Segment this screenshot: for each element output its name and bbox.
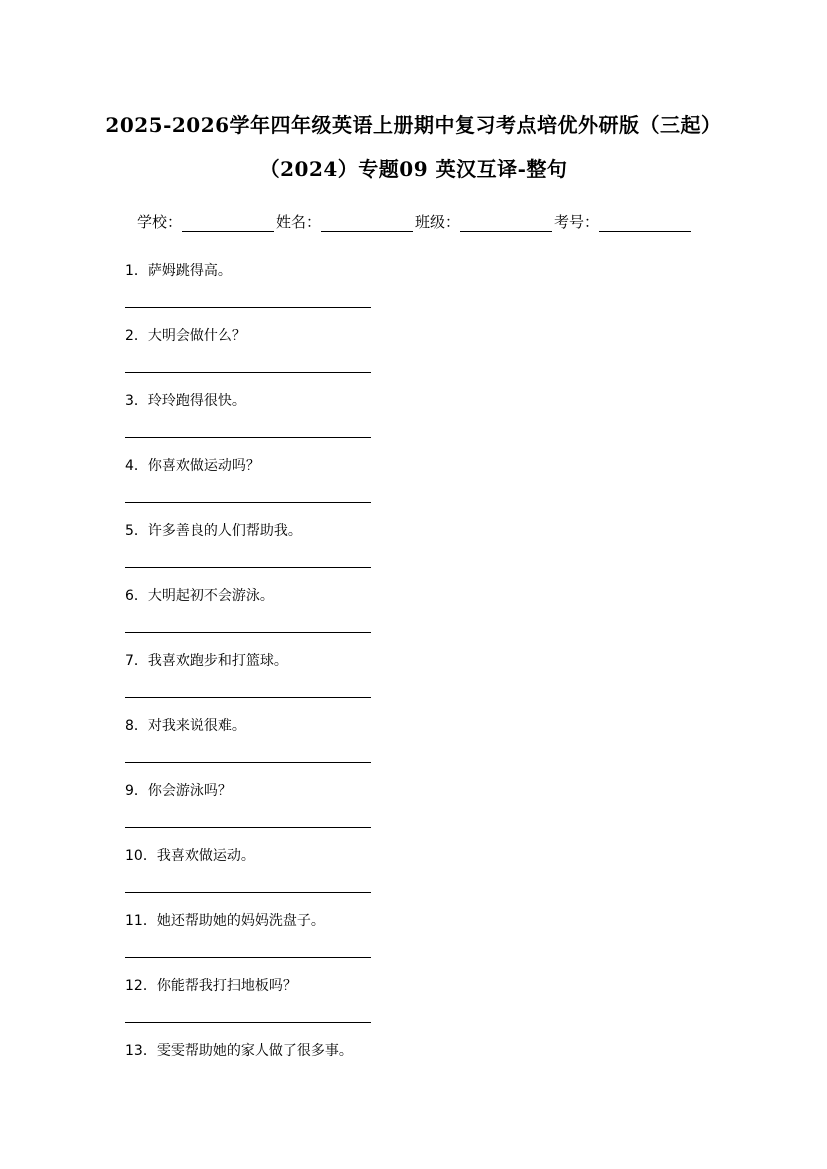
name-label: 姓名：	[276, 213, 322, 231]
exam-number-blank[interactable]	[599, 215, 691, 232]
answer-line-2[interactable]	[125, 372, 371, 373]
question-8: 8．对我来说很难。	[125, 718, 246, 734]
question-6: 6．大明起初不会游泳。	[125, 588, 274, 604]
answer-line-3[interactable]	[125, 437, 371, 438]
answer-line-4[interactable]	[125, 502, 371, 503]
question-3: 3．玲玲跑得很快。	[125, 393, 246, 409]
class-label: 班级：	[415, 213, 461, 231]
answer-line-12[interactable]	[125, 1022, 371, 1023]
name-blank[interactable]	[321, 215, 413, 232]
title-line-1: 2025-2026学年四年级英语上册期中复习考点培优外研版（三起）	[105, 113, 722, 137]
question-5: 5．许多善良的人们帮助我。	[125, 523, 302, 539]
answer-line-10[interactable]	[125, 892, 371, 893]
school-label: 学校：	[137, 213, 183, 231]
question-1: 1．萨姆跳得高。	[125, 263, 232, 279]
answer-line-8[interactable]	[125, 762, 371, 763]
title-line-2: （2024）专题09 英汉互译-整句	[259, 157, 568, 181]
answer-line-11[interactable]	[125, 957, 371, 958]
answer-line-1[interactable]	[125, 307, 371, 308]
school-blank[interactable]	[182, 215, 274, 232]
answer-line-5[interactable]	[125, 567, 371, 568]
answer-line-7[interactable]	[125, 697, 371, 698]
question-11: 11．她还帮助她的妈妈洗盘子。	[125, 913, 325, 929]
student-info-row	[137, 211, 693, 232]
question-7: 7．我喜欢跑步和打篮球。	[125, 653, 288, 669]
question-13: 13．雯雯帮助她的家人做了很多事。	[125, 1043, 353, 1059]
exam-number-label: 考号：	[554, 213, 600, 231]
question-9: 9．你会游泳吗？	[125, 783, 232, 799]
class-blank[interactable]	[460, 215, 552, 232]
question-10: 10．我喜欢做运动。	[125, 848, 255, 864]
question-12: 12．你能帮我打扫地板吗？	[125, 978, 297, 994]
question-2: 2．大明会做什么？	[125, 328, 246, 344]
answer-line-6[interactable]	[125, 632, 371, 633]
question-4: 4．你喜欢做运动吗？	[125, 458, 260, 474]
answer-line-9[interactable]	[125, 827, 371, 828]
